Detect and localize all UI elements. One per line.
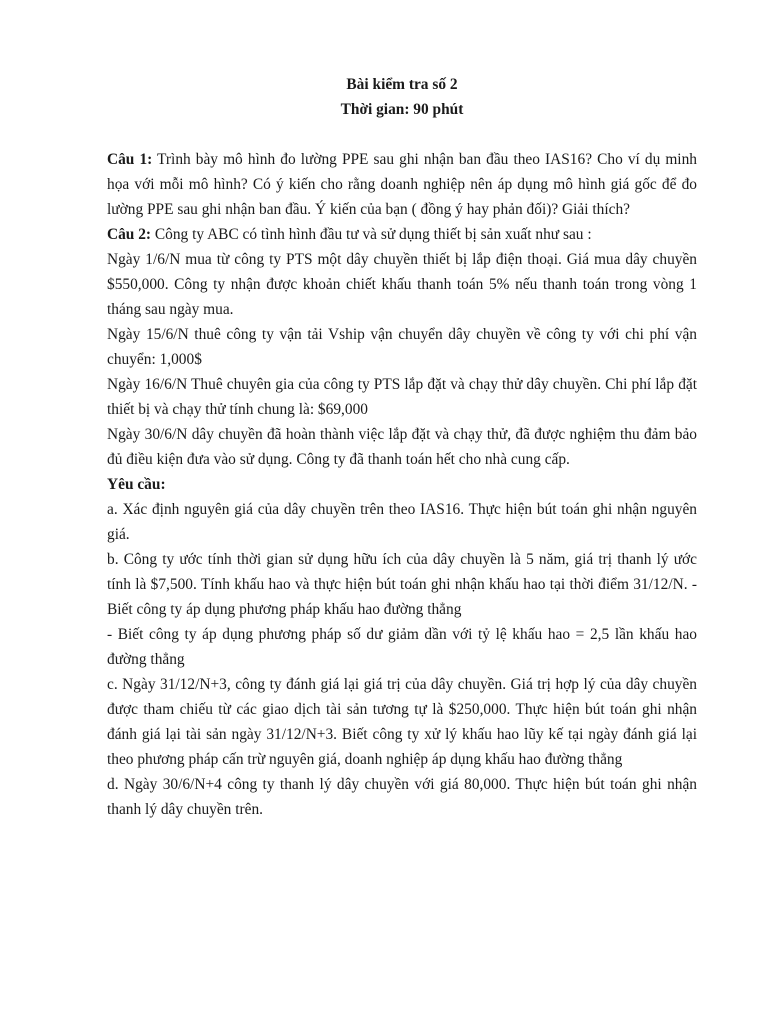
document-page <box>107 72 697 822</box>
requirement-item: a. Xác định nguyên giá của dây chuyền trên theo IAS16. Thực hiện bút toán ghi nhận nguyên giá. <box>107 501 697 543</box>
document-subtitle: Thời gian: 90 phút <box>340 101 464 118</box>
question-2-label: Câu 2: <box>107 226 152 243</box>
event-paragraph: Ngày 16/6/N Thuê chuyên gia của công ty PTS lắp đặt và chạy thử dây chuyền. Chi phí lắp đặt thiết bị và chạy thử tính chung là: $69,000 <box>107 376 697 418</box>
requirement-item: d. Ngày 30/6/N+4 công ty thanh lý dây chuyền với giá 80,000. Thực hiện bút toán ghi nhận thanh lý dây chuyền trên. <box>107 776 697 818</box>
requirement-item: - Biết công ty áp dụng phương pháp số dư giảm dần với tỷ lệ khấu hao = 2,5 lần khấu hao đường thẳng <box>107 626 697 668</box>
spacer <box>107 122 697 147</box>
event-paragraph: Ngày 15/6/N thuê công ty vận tải Vship vận chuyển dây chuyền về công ty với chi phí vận chuyển: 1,000$ <box>107 326 697 368</box>
question-1-label: Câu 1: <box>107 151 153 168</box>
question-1-text: Trình bày mô hình đo lường PPE sau ghi nhận ban đầu theo IAS16? Cho ví dụ minh họa với mỗi mô hình? Có ý kiến cho rằng doanh nghiệp nên áp dụng mô hình giá gốc để đo lường PPE sau ghi nhận ban đầu. Ý kiến của bạn ( đồng ý hay phản đối)? Giải thích? <box>107 151 697 218</box>
question-2-text: Công ty ABC có tình hình đầu tư và sử dụng thiết bị sản xuất như sau : <box>151 226 592 243</box>
requirement-item: b. Công ty ước tính thời gian sử dụng hữu ích của dây chuyền là 5 năm, giá trị thanh lý ước tính là $7,500. Tính khấu hao và thực hiện bút toán ghi nhận khấu hao tại thời điểm 31/12/N. - Biết công ty áp dụng phương pháp khấu hao đường thẳng <box>107 551 697 618</box>
event-paragraph: Ngày 1/6/N mua từ công ty PTS một dây chuyền thiết bị lắp điện thoại. Giá mua dây chuyền $550,000. Công ty nhận được khoản chiết khấu thanh toán 5% nếu thanh toán trong vòng 1 tháng sau ngày mua. <box>107 251 697 318</box>
document-title: Bài kiểm tra số 2 <box>346 76 458 93</box>
event-paragraph: Ngày 30/6/N dây chuyền đã hoàn thành việc lắp đặt và chạy thử, đã được nghiệm thu đảm bảo đủ điều kiện đưa vào sử dụng. Công ty đã thanh toán hết cho nhà cung cấp. <box>107 426 697 468</box>
question-2 <box>107 222 697 247</box>
question-1 <box>107 147 697 222</box>
requirements-heading: Yêu cầu: <box>107 476 166 493</box>
requirement-item: c. Ngày 31/12/N+3, công ty đánh giá lại giá trị của dây chuyền. Giá trị hợp lý của dây chuyền được tham chiếu từ các giao dịch tài sản tương tự là $250,000. Thực hiện bút toán ghi nhận đánh giá lại tài sản ngày 31/12/N+3. Biết công ty xử lý khấu hao lũy kế tại ngày đánh giá lại theo phương pháp cấn trừ nguyên giá, doanh nghiệp áp dụng khấu hao đường thẳng <box>107 676 697 768</box>
